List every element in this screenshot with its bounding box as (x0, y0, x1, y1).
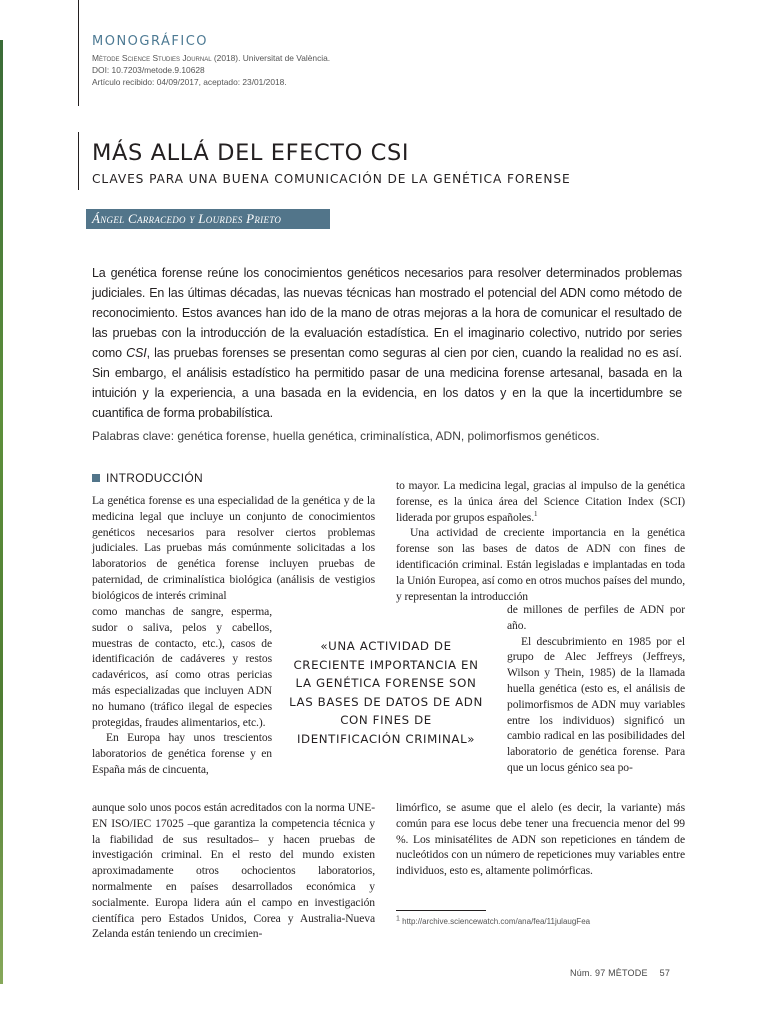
abstract (92, 263, 682, 423)
paragraph (396, 478, 685, 525)
paragraph: limórfico, se asume que el alelo (es decir, la variante) más común para ese locus debe tener una frecuencia menor del 99 %. Los minisatélites de ADN son repeticiones en tándem de nucleótidos con un número de repeticiones muy variables entre individuos, esto es, altamente polimórficas. (396, 801, 685, 878)
keywords: Palabras clave: genética forense, huella genética, criminalística, ADN, polimorfismos genéticos. (92, 429, 600, 443)
authors: Ángel Carracedo y Lourdes Prieto (92, 211, 282, 226)
section-square-icon (92, 474, 100, 482)
column2-top (396, 478, 685, 604)
footnote-rule (396, 910, 486, 911)
article-subtitle: CLAVES PARA UNA BUENA COMUNICACIÓN DE LA GENÉTICA FORENSE (92, 172, 571, 186)
page-footer (570, 968, 670, 978)
abstract-text-1: La genética forense reúne los conocimientos genéticos necesarios para resolver determinados problemas judiciales. En las últimas décadas, las nuevas técnicas han mostrado el potencial del ADN como método de reconocimiento. Estos avances han ido de la mano de otras mejoras a la hora de comunicar el resultado de las pruebas con la introducción de la evaluación estadística. En el imaginario colectivo, nutrido por series como (92, 266, 682, 360)
article-title: MÁS ALLÁ DEL EFECTO CSI (92, 140, 410, 166)
paragraph: El descubrimiento en 1985 por el grupo de Alec Jeffreys (Jeffreys, Wilson y Thein, 1985) de la llamada huella genética (esto es, el análisis de polimorfismos de ADN muy variables entre los individuos) significó un cambio radical en las posibilidades del laboratorio de genética forense. Para que un locus génico sea po- (507, 634, 685, 774)
issue-label: Núm. 97 MÈTODE (570, 968, 648, 978)
column2-middle (507, 602, 685, 776)
paragraph: de millones de perfiles de ADN por año. (507, 603, 685, 632)
header-rule (78, 0, 79, 106)
journal-name: Mètode Science Studies Journal (92, 53, 212, 63)
footnote-ref: 1 (534, 509, 538, 518)
pull-quote: «UNA ACTIVIDAD DE CRECIENTE IMPORTANCIA EN LA GENÉTICA FORENSE SON LAS BASES DE DATOS DE ADN CON FINES DE IDENTIFICACIÓN CRIMINAL» (289, 639, 483, 746)
column1-paragraph-1 (92, 493, 375, 604)
journal-citation (92, 52, 330, 64)
column1-paragraph-2-cont (92, 800, 375, 942)
journal-citation-tail: (2018). Universitat de València. (211, 53, 331, 63)
paragraph: aunque solo unos pocos están acreditados con la norma UNE-EN ISO/IEC 17025 –que garantiza la competencia técnica y la fiabilidad de sus resultados– y hacen pruebas de investigación criminal. En el resto del mundo existen aproximadamente otros ochocientos laboratorios, normalmente en países desarrollados económica y socialmente. Europa lidera aún el campo en investigación científica pero Estados Unidos, Corea y Australia-Nueva Zelanda están teniendo un crecimien- (92, 801, 375, 941)
column1-paragraph-1-cont (92, 604, 272, 778)
footnote-mark: 1 (396, 915, 400, 923)
introduction-heading (92, 471, 203, 485)
footnote-url: http://archive.sciencewatch.com/ana/fea/11julaugFea (399, 917, 591, 926)
doi: DOI: 10.7203/metode.9.10628 (92, 65, 205, 75)
left-edge-strip (0, 40, 3, 984)
title-rule (78, 132, 79, 190)
received-dates: Artículo recibido: 04/09/2017, aceptado: 23/01/2018. (92, 77, 287, 87)
abstract-italic: CSI (126, 346, 147, 360)
paragraph: La genética forense es una especialidad de la genética y de la medicina legal que incluye un conjunto de conocimientos genéticos necesarios para resolver ciertos problemas judiciales. Las pruebas más comúnmente solicitadas a los laboratorios de genética forense incluyen pruebas de paternidad, de criminalística biológica (análisis de vestigios biológicos de interés criminal (92, 494, 375, 602)
paragraph: En Europa hay unos trescientos laboratorios de genética forense y en España más de cincuenta, (92, 731, 272, 776)
paragraph: como manchas de sangre, esperma, sudor o saliva, pelos y cabellos, muestras de contacto, etc.), casos de identificación de cadáveres y restos cadavéricos, así como otras pericias más especializadas que incluyen ADN no humano (tráfico ilegal de especies protegidas, fraudes alimentarios, etc.). (92, 605, 272, 729)
article-meta (92, 52, 330, 88)
paragraph-text: to mayor. La medicina legal, gracias al impulso de la genética forense, es la única área del Science Citation Index (SCI) liderada por grupos españoles. (396, 479, 685, 524)
column2-bottom (396, 800, 685, 879)
footnote (396, 917, 590, 926)
paragraph: Una actividad de creciente importancia en la genética forense son las bases de datos de ADN con fines de identificación criminal. Están legisladas e implantadas en toda la Unión Europea, así como en otros muchos países del mundo, y representan la introducción (396, 526, 685, 603)
abstract-text-2: , las pruebas forenses se presentan como seguras al cien por cien, cuando la realidad no es así. Sin embargo, el análisis estadístico ha permitido pasar de una medicina forense artesanal, basada en la intuición y la experiencia, a una basada en la evidencia, en los datos y en la que la incertidumbre se cuantifica de forma probabilística. (92, 346, 682, 420)
page-number: 57 (659, 968, 671, 978)
section-tag: MONOGRÁFICO (92, 34, 208, 49)
introduction-heading-label: INTRODUCCIÓN (106, 471, 203, 485)
